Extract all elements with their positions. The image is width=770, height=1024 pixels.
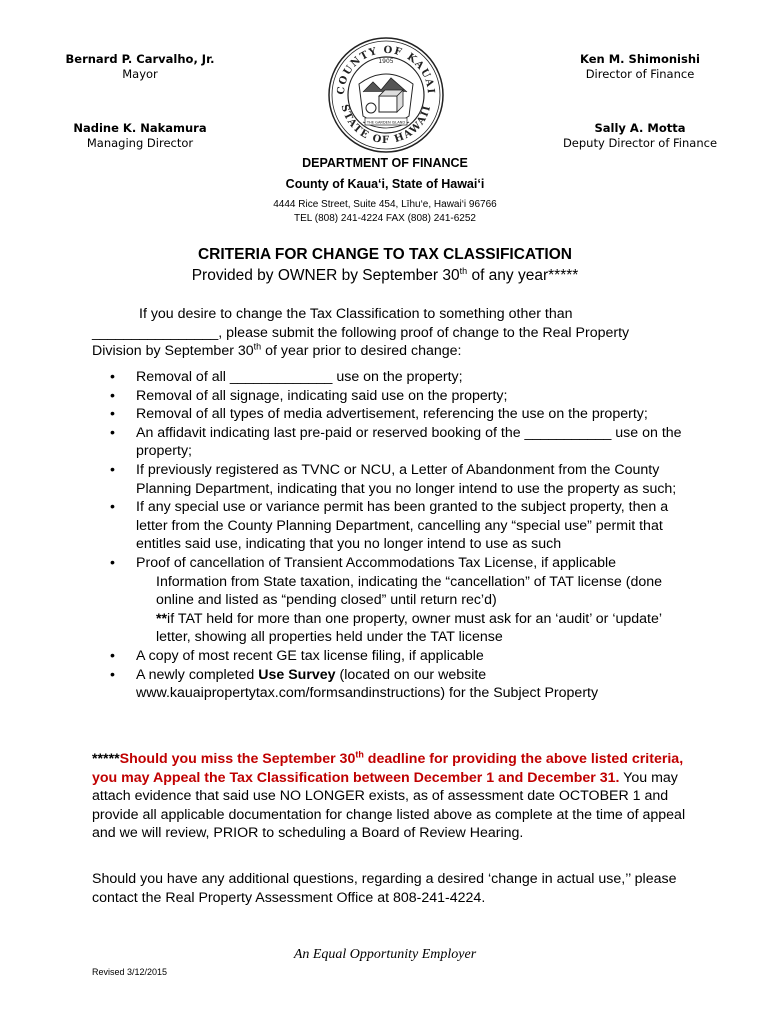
deputy-director-title: Deputy Director of Finance bbox=[562, 136, 718, 150]
phone-fax: TEL (808) 241-4224 FAX (808) 241-6252 bbox=[294, 213, 476, 224]
tat-sub-note: **if TAT held for more than one property, owner must ask for an ‘audit’ or ‘update’ letter, showing all properties held under the TAT license bbox=[156, 610, 662, 646]
finance-director-name: Ken M. Shimonishi bbox=[580, 52, 700, 66]
tat-sub-info: Information from State taxation, indicating the “cancellation” of TAT license (done online and listed as “pending closed” until return rec’d) bbox=[156, 573, 663, 609]
intro-paragraph: If you desire to change the Tax Classification to something other than ________________, please submit the following proof of change to the Real Property Division by September 30th of year prior to desired change: bbox=[92, 306, 630, 360]
address: 4444 Rice Street, Suite 454, Līhu‘e, Hawai‘i 96766 bbox=[273, 199, 497, 210]
department-name: DEPARTMENT OF FINANCE bbox=[302, 156, 468, 170]
county-seal-icon bbox=[327, 36, 445, 154]
provided-by-line: Provided by OWNER by September 30th of any year***** bbox=[191, 265, 579, 284]
county-state: County of Kaua‘i, State of Hawai‘i bbox=[285, 177, 485, 191]
questions-paragraph: Should you have any additional questions, regarding a desired ‘change in actual use,’’ please contact the Real Property Assessment Office at 808-241-4224. bbox=[92, 871, 677, 906]
mayor-name: Bernard P. Carvalho, Jr. bbox=[65, 52, 215, 66]
seal-year: 1905 bbox=[378, 58, 394, 65]
mayor-title: Mayor bbox=[122, 67, 158, 81]
deputy-director-name: Sally A. Motta bbox=[594, 121, 686, 135]
appeal-paragraph: *****Should you miss the September 30th deadline for providing the above listed criteria, you may Appeal the Tax Classification between December 1 and December 31. You may attach evidence that said use NO LONGER exists, as of assessment date OCTOBER 1 and provide all applicable documentation for change listed above as complete at the time of appeal and we will review, PRIOR to scheduling a Board of Review Hearing. bbox=[92, 749, 686, 842]
list-item: • Removal of all types of media advertisement, referencing the use on the property; bbox=[110, 406, 648, 423]
list-item: • A newly completed Use Survey (located on our website www.kauaipropertytax.com/formsandinstructions) for the Subject Property bbox=[110, 666, 599, 702]
revised-date: Revised 3/12/2015 bbox=[92, 967, 168, 977]
equal-opportunity-footer: An Equal Opportunity Employer bbox=[293, 947, 477, 962]
managing-director-name: Nadine K. Nakamura bbox=[73, 121, 207, 135]
list-item: • An affidavit indicating last pre-paid or reserved booking of the ___________ use on the property; bbox=[110, 424, 682, 460]
list-item: • If any special use or variance permit has been granted to the subject property, then a letter from the County Planning Department, cancelling any “special use” permit that entitles said use, indicating that you no longer intend to use as such bbox=[110, 499, 669, 553]
finance-director-title: Director of Finance bbox=[585, 67, 695, 81]
managing-director-title: Managing Director bbox=[86, 136, 194, 150]
criteria-title: CRITERIA FOR CHANGE TO TAX CLASSIFICATION bbox=[197, 246, 572, 263]
list-item: • Removal of all _____________ use on the property; bbox=[110, 369, 463, 385]
list-item: • If previously registered as TVNC or NCU, a Letter of Abandonment from the County Planning Department, indicating that you no longer intend to use the property as such; bbox=[110, 461, 677, 497]
list-item: • Proof of cancellation of Transient Accommodations Tax License, if applicable Information from State taxation, indicating the “cancellation” of TAT license (done online and listed as “pending closed” until return rec’d) **if TAT held for more than one property, owner must ask for an ‘audit’ or ‘update’ letter, showing all properties held under the TAT license bbox=[110, 554, 690, 647]
seal-top-text: COUNTY OF KAUAI bbox=[335, 44, 437, 96]
list-item: • Removal of all signage, indicating said use on the property; bbox=[110, 387, 508, 404]
list-item: • A copy of most recent GE tax license filing, if applicable bbox=[110, 647, 484, 664]
criteria-list bbox=[110, 368, 690, 703]
seal-ribbon: THE GARDEN ISLAND bbox=[366, 120, 406, 125]
seal-bottom-text: STATE OF HAWAII bbox=[338, 103, 434, 147]
